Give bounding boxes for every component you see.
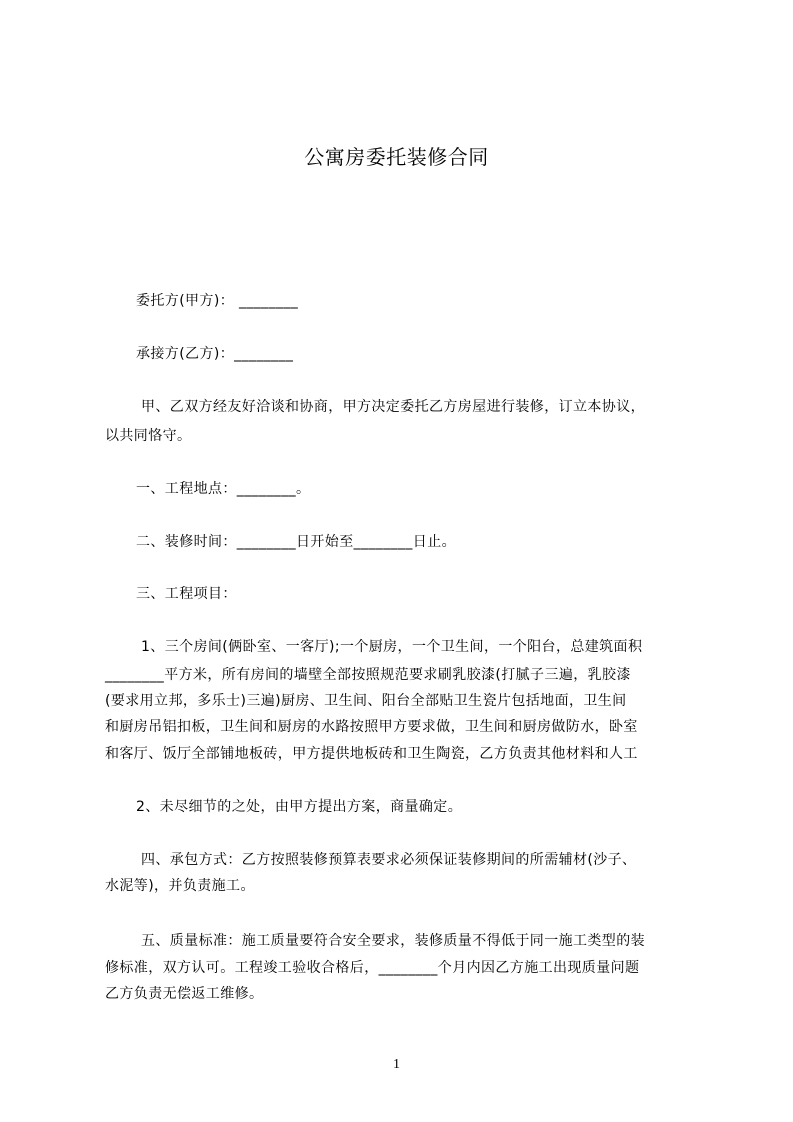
clause-5-line-3: 乙方负责无偿返工维修。 [105, 986, 264, 1002]
preamble-line-2: 以共同恪守。 [105, 428, 192, 444]
preamble-line-1: 甲、乙双方经友好洽谈和协商，甲方决定委托乙方房屋进行装修，订立本协议， [141, 399, 645, 415]
item-1-line-1: 1、三个房间(俩卧室、一客厅);一个厨房，一个卫生间，一个阳台，总建筑面积 [141, 639, 643, 655]
item-1-line-5: 和客厅、饭厅全部铺地板砖，甲方提供地板砖和卫生陶瓷，乙方负责其他材料和人工 [105, 746, 638, 762]
page-number: 1 [393, 1057, 400, 1072]
clause-4-line-2: 水泥等)，并负责施工。 [105, 878, 255, 894]
clause-5-line-1: 五、质量标准：施工质量要符合安全要求，装修质量不得低于同一施工类型的装 [141, 933, 645, 949]
item-1-line-4: 和厨房吊铝扣板，卫生间和厨房的水路按照甲方要求做，卫生间和厨房做防水，卧室 [105, 719, 638, 735]
clause-1-location: 一、工程地点：________。 [136, 481, 311, 497]
clause-5-line-2: 修标准，双方认可。工程竣工验收合格后，________个月内因乙方施工出现质量问题 [105, 960, 640, 976]
clause-3-heading: 三、工程项目： [136, 586, 237, 602]
item-1-line-2: ________平方米，所有房间的墙壁全部按照规范要求刷乳胶漆(打腻子三遍，乳胶漆 [105, 667, 631, 683]
clause-4-line-1: 四、承包方式：乙方按照装修预算表要求必须保证装修期间的所需辅材(沙子、 [141, 852, 637, 868]
item-2-line: 2、未尽细节的之处，由甲方提出方案，商量确定。 [136, 799, 463, 815]
clause-2-schedule: 二、装修时间：________日开始至________日止。 [136, 534, 456, 550]
party-b-line: 承接方(乙方)：________ [136, 346, 294, 362]
party-a-line: 委托方(甲方)： ________ [136, 293, 299, 309]
document-title: 公寓房委托装修合同 [304, 145, 489, 169]
item-1-line-3: (要求用立邦，多乐士)三遍)厨房、卫生间、阳台全部贴卫生瓷片包括地面，卫生间 [105, 693, 627, 709]
